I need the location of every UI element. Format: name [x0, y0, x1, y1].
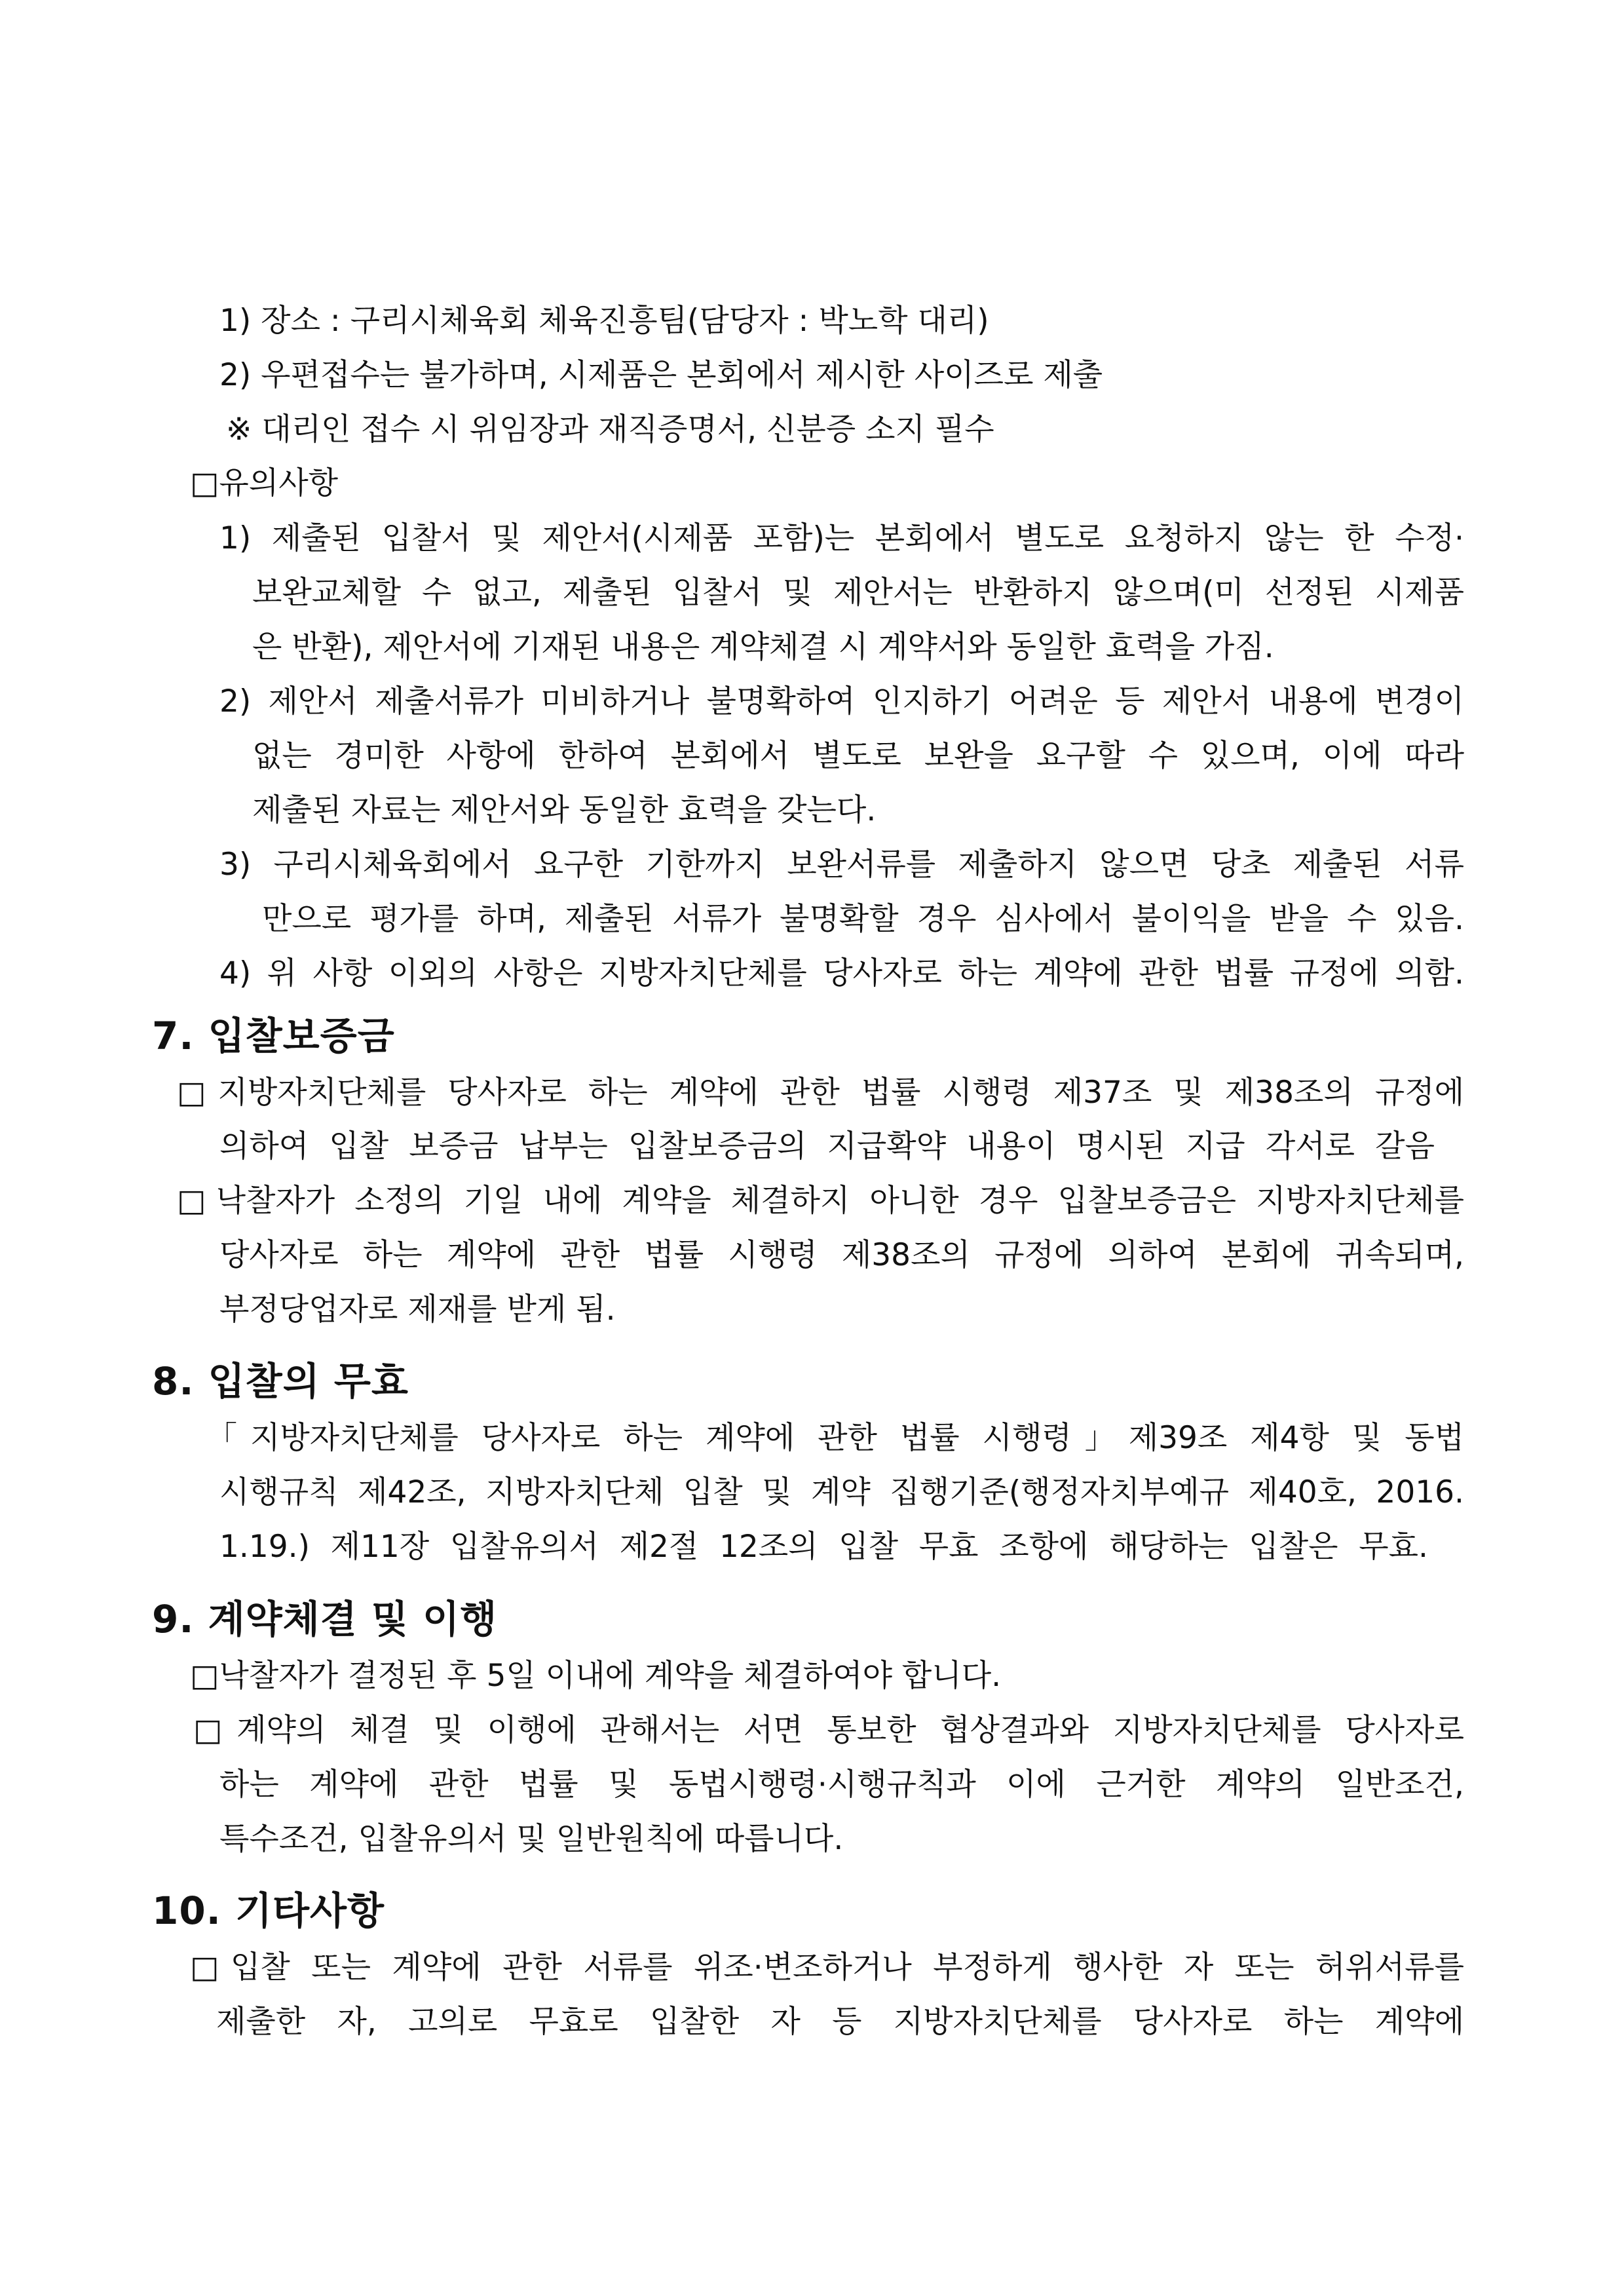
section-8-title: 8. 입찰의 무효	[152, 1359, 409, 1404]
section-7-title: 7. 입찰보증금	[152, 1014, 395, 1058]
caution-item-2-line-2: 없는 경미한 사항에 한하여 본회에서 별도로 보완을 요구할 수 있으며, 이에 따라	[252, 738, 1464, 774]
caution-item-3-line-2: 만으로 평가를 하며, 제출된 서류가 불명확할 경우 심사에서 불이익을 받을 수 있음.	[262, 901, 1464, 937]
section-10-para-1-line-2: 제출한 자, 고의로 무효로 입찰한 자 등 지방자치단체를 당사자로 하는 계약에	[216, 2004, 1464, 2040]
section-7-para-1-line-1: □지방자치단체를 당사자로 하는 계약에 관한 법률 시행령 제37조 및 제38조의 규정에	[177, 1075, 1464, 1111]
note-line-proxy: ※ 대리인 접수 시 위임장과 재직증명서, 신분증 소지 필수	[226, 411, 994, 448]
note-line-submission: 2) 우편접수는 불가하며, 시제품은 본회에서 제시한 사이즈로 제출	[219, 357, 1103, 393]
section-7-para-1-line-2: 의하여 입찰 보증금 납부는 입찰보증금의 지급확약 내용이 명시된 지급 각서로 갈음	[219, 1128, 1435, 1164]
section-7-para-2-line-2: 당사자로 하는 계약에 관한 법률 시행령 제38조의 규정에 의하여 본회에 귀속되며,	[219, 1237, 1464, 1273]
section-9-para-2-line-2: 하는 계약에 관한 법률 및 동법시행령·시행규칙과 이에 근거한 계약의 일반조건,	[219, 1767, 1464, 1803]
caution-item-1-line-3: 은 반환), 제안서에 기재된 내용은 계약체결 시 계약서와 동일한 효력을 가짐.	[252, 629, 1274, 665]
section-8-para-1-line-3: 1.19.) 제11장 입찰유의서 제2절 12조의 입찰 무효 조항에 해당하는 입찰은 무효.	[219, 1529, 1428, 1565]
caution-item-2-line-3: 제출된 자료는 제안서와 동일한 효력을 갖는다.	[252, 792, 877, 828]
cautions-heading: □유의사항	[190, 465, 339, 501]
caution-item-1-line-1: 1) 제출된 입찰서 및 제안서(시제품 포함)는 본회에서 별도로 요청하지 않는 한 수정·	[219, 520, 1464, 556]
section-10-para-1-line-1: □입찰 또는 계약에 관한 서류를 위조·변조하거나 부정하게 행사한 자 또는 허위서류를	[190, 1949, 1464, 1985]
section-9-para-2-line-3: 특수조건, 입찰유의서 및 일반원칙에 따릅니다.	[219, 1821, 844, 1857]
section-9-title: 9. 계약체결 및 이행	[152, 1597, 498, 1641]
caution-item-4-line-1: 4) 위 사항 이외의 사항은 지방자치단체를 당사자로 하는 계약에 관한 법률 규정에 의함.	[219, 955, 1464, 991]
section-8-para-1-line-1: 「지방자치단체를 당사자로 하는 계약에 관한 법률 시행령」제39조 제4항 및 동법	[206, 1420, 1464, 1456]
caution-item-2-line-1: 2) 제안서 제출서류가 미비하거나 불명확하여 인지하기 어려운 등 제안서 내용에 변경이	[219, 683, 1464, 719]
caution-item-3-line-1: 3) 구리시체육회에서 요구한 기한까지 보완서류를 제출하지 않으면 당초 제출된 서류	[219, 847, 1464, 883]
section-10-title: 10. 기타사항	[152, 1888, 385, 1933]
section-7-para-2-line-3: 부정당업자로 제재를 받게 됨.	[219, 1292, 616, 1328]
section-7-para-2-line-1: □낙찰자가 소정의 기일 내에 계약을 체결하지 아니한 경우 입찰보증금은 지방자치단체를	[177, 1183, 1464, 1219]
section-9-para-2-line-1: □계약의 체결 및 이행에 관해서는 서면 통보한 협상결과와 지방자치단체를 당사자로	[193, 1712, 1464, 1748]
note-line-location: 1) 장소 : 구리시체육회 체육진흥팀(담당자 : 박노학 대리)	[219, 303, 989, 339]
section-9-para-1-line-1: □낙찰자가 결정된 후 5일 이내에 계약을 체결하여야 합니다.	[190, 1658, 1002, 1694]
section-8-para-1-line-2: 시행규칙 제42조, 지방자치단체 입찰 및 계약 집행기준(행정자치부예규 제40호, 2016.	[219, 1474, 1464, 1510]
caution-item-1-line-2: 보완교체할 수 없고, 제출된 입찰서 및 제안서는 반환하지 않으며(미 선정된 시제품	[252, 575, 1464, 611]
